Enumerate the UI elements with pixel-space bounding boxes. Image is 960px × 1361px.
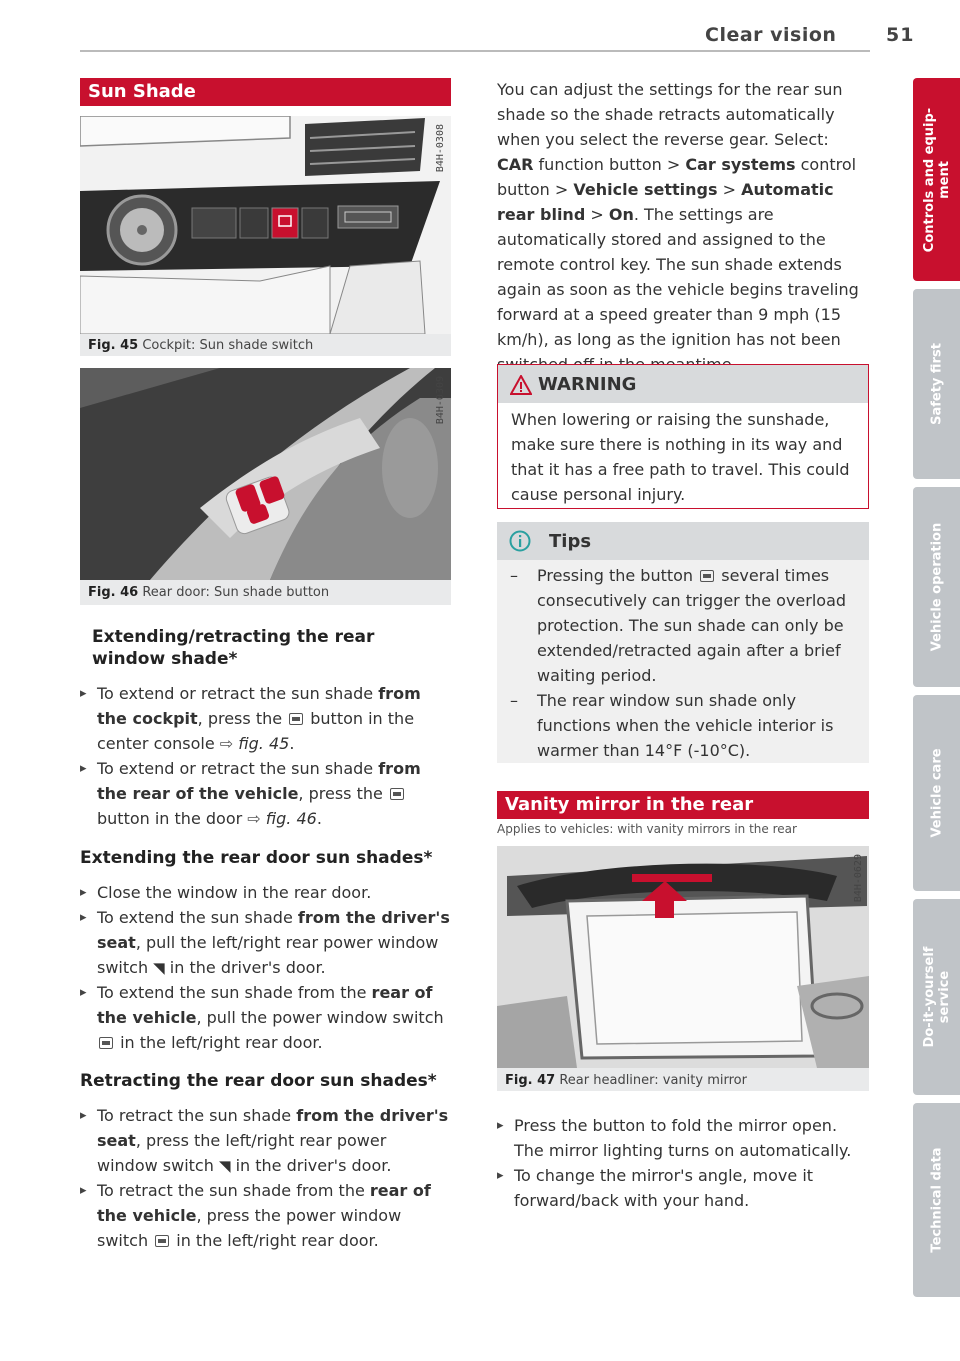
sunshade-button-icon: [390, 788, 404, 800]
figure-caption: [88, 338, 313, 353]
window-switch-icon: [99, 1037, 113, 1049]
caption-text: Rear headliner: vanity mirror: [559, 1073, 747, 1088]
header-rule: [80, 50, 870, 52]
caption-text: Cockpit: Sun shade switch: [142, 338, 314, 353]
figure-reference-link[interactable]: fig. 46: [265, 809, 317, 828]
tab-label: Vehicle operation: [929, 522, 944, 652]
warning-triangle-icon: [510, 375, 532, 395]
list-item: ▸ To retract the sun shade from the rear of the vehicle, press the power window switch in the left/right rear door.: [80, 1178, 452, 1253]
list-item: ▸ To extend or retract the sun shade from the cockpit, press the button in the center console ⇨ fig. 45.: [80, 681, 452, 756]
list-item: ▸ To extend or retract the sun shade from the rear of the vehicle, press the button in the door ⇨ fig. 46.: [80, 756, 452, 831]
sunshade-button-icon: [700, 570, 714, 582]
figure-number: Fig. 45: [88, 338, 139, 353]
tab-safety-first[interactable]: [913, 289, 960, 479]
warning-box: [497, 364, 869, 509]
info-icon: [509, 530, 531, 552]
list-item: ▸ To change the mirror's angle, move it forward/back with your hand.: [497, 1163, 869, 1213]
heading-extending-retracting: Extending/retracting the rear window shade*: [92, 627, 375, 669]
sunshade-button-icon: [289, 713, 303, 725]
cockpit-illustration: [80, 116, 451, 334]
page-number: 51: [886, 24, 915, 46]
tab-vehicle-operation[interactable]: [913, 487, 960, 687]
tip-item: – The rear window sun shade only functions when the vehicle interior is warmer than 14°F (-10°C).: [510, 688, 860, 763]
heading-extending-door-shades: Extending the rear door sun shades*: [80, 848, 433, 868]
figure-reference-link[interactable]: fig. 45: [238, 734, 290, 753]
tips-header: [497, 522, 869, 560]
tab-label: Do-it-yourself service: [921, 946, 952, 1048]
tab-controls-and-equipment[interactable]: [913, 78, 960, 281]
applies-to-note: Applies to vehicles: with vanity mirrors in the rear: [497, 822, 797, 836]
window-switch-icon: ◥: [153, 959, 165, 977]
tab-do-it-yourself-service[interactable]: [913, 899, 960, 1095]
figure-45: [80, 116, 451, 356]
tips-title: Tips: [549, 531, 592, 552]
list-item: ▸ To retract the sun shade from the driver's seat, press the left/right rear power window switch ◥ in the driver's door.: [80, 1103, 452, 1179]
list-item: ▸ Press the button to fold the mirror open. The mirror lighting turns on automatically.: [497, 1113, 869, 1163]
figure-number: Fig. 47: [505, 1073, 556, 1088]
section-title-vanity-mirror: Vanity mirror in the rear: [497, 791, 869, 819]
tab-vehicle-care[interactable]: [913, 695, 960, 891]
intro-paragraph: You can adjust the settings for the rear sun shade so the shade retracts automatically when you select the reverse gear. Select: CAR function button > Car systems control button > Vehicle settings > Automatic rear blind > On. The settings are automatically stored and assigned to the remote control key. The sun shade extends again as soon as the vehicle begins traveling forward at a speed greater than 9 mph (15 km/h), as long as the ignition has not been: [497, 80, 859, 349]
window-switch-icon: [155, 1235, 169, 1247]
figure-47: [497, 846, 869, 1091]
figure-id: B4H-0308: [435, 124, 446, 173]
figure-46: [80, 368, 451, 605]
list-item: ▸ To extend the sun shade from the rear of the vehicle, pull the power window switch in the left/right rear door.: [80, 980, 452, 1055]
vanity-mirror-illustration: [497, 846, 869, 1068]
figure-number: Fig. 46: [88, 585, 139, 600]
figure-caption: [505, 1073, 747, 1088]
list-item: ▸ To extend the sun shade from the driver's seat, pull the left/right rear power window switch ◥ in the driver's door.: [80, 905, 452, 981]
warning-header: [498, 365, 868, 403]
caption-text: Rear door: Sun shade button: [142, 585, 330, 600]
window-switch-icon: ◥: [218, 1157, 231, 1175]
tip-item: – Pressing the button several times consecutively can trigger the overload protection. The sun shade can only be extended/retracted again after a brief waiting period.: [510, 563, 860, 688]
tab-label: Vehicle care: [929, 748, 944, 838]
section-title-sun-shade: Sun Shade: [80, 78, 451, 106]
warning-title: WARNING: [538, 374, 637, 395]
rear-door-illustration: [80, 368, 451, 580]
tab-label: Safety first: [929, 343, 944, 425]
figure-caption: [88, 585, 329, 600]
figure-id: B4H-0309: [435, 376, 446, 425]
tips-box: [497, 560, 869, 763]
tab-label: Controls and equip- ment: [921, 107, 952, 252]
warning-text: When lowering or raising the sunshade, make sure there is nothing in its way and that it has a free path to travel. This could cause personal injury.: [511, 410, 850, 504]
heading-retracting-door-shades: Retracting the rear door sun shades*: [80, 1071, 437, 1091]
tab-label: Technical data: [929, 1147, 944, 1253]
list-item: ▸ Close the window in the rear door.: [80, 880, 452, 905]
tab-technical-data[interactable]: [913, 1103, 960, 1297]
figure-id: B4H-0629: [853, 854, 864, 903]
running-header-title: Clear vision: [705, 24, 837, 46]
